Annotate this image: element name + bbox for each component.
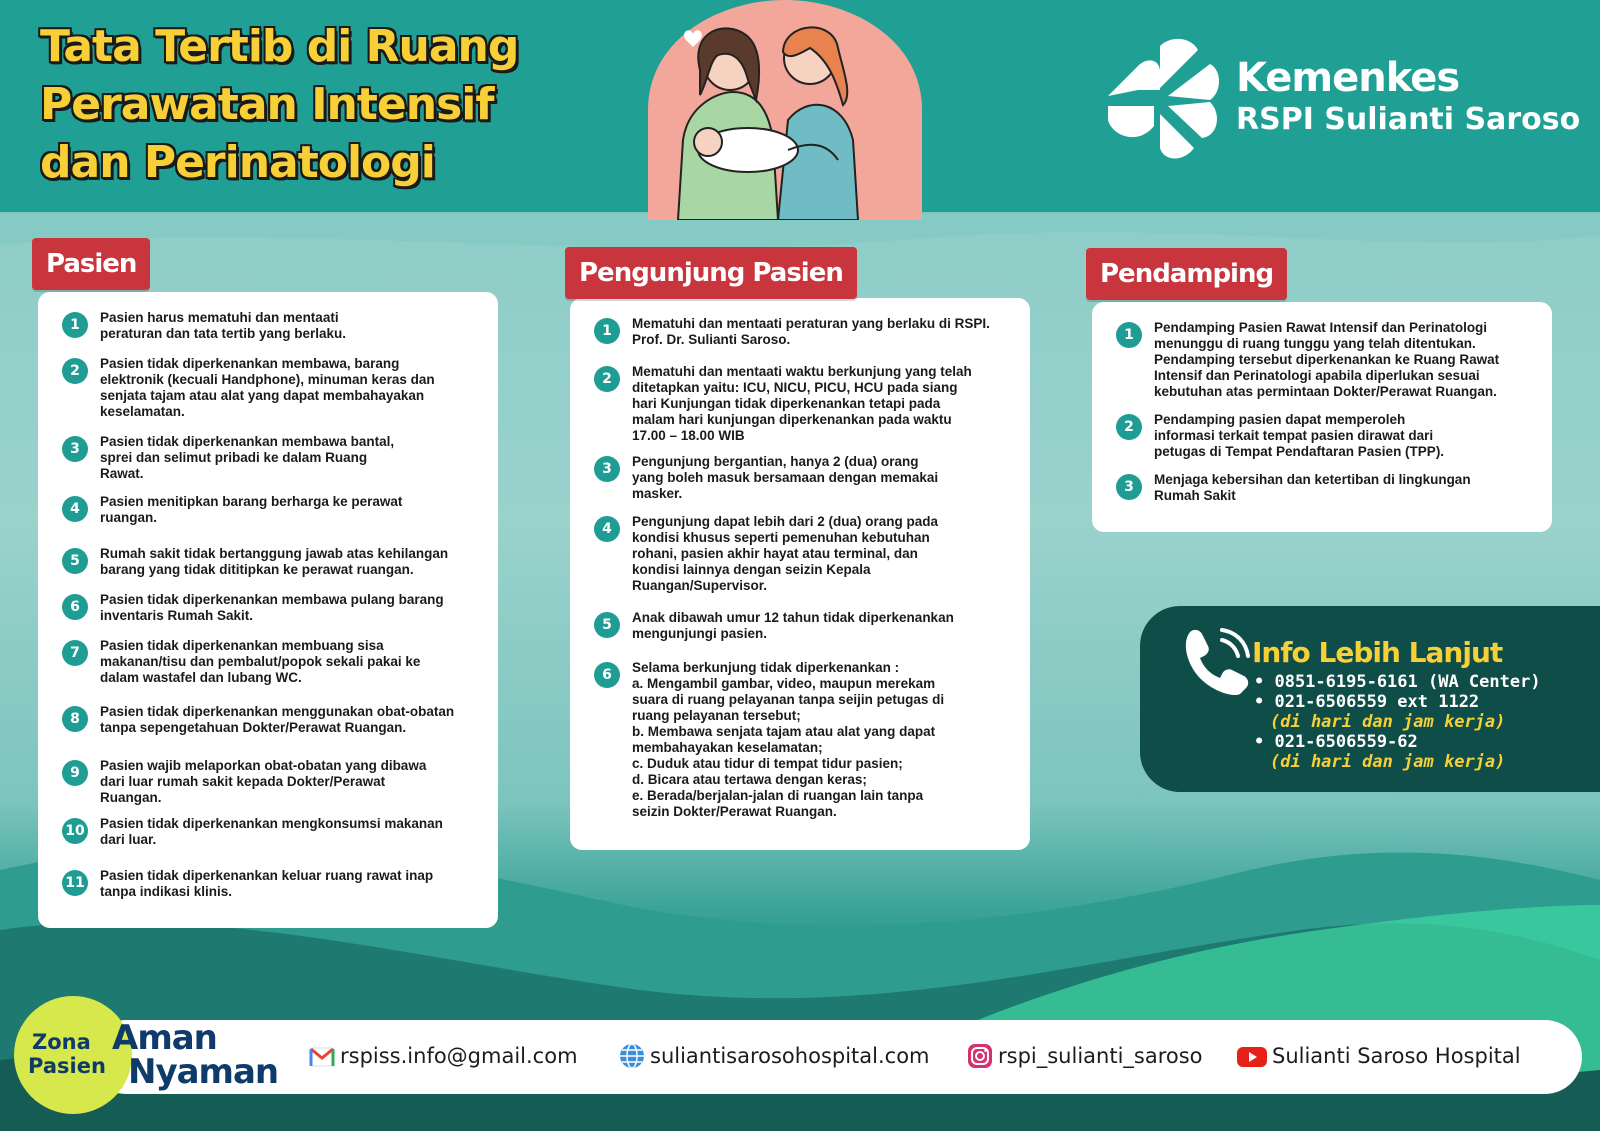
rule-number: 2 xyxy=(62,358,88,384)
main-title xyxy=(40,18,518,192)
rule-item xyxy=(62,816,492,848)
rule-number: 2 xyxy=(1116,414,1142,440)
info-title: Info Lebih Lanjut xyxy=(1252,636,1503,669)
card-pasien xyxy=(38,292,498,928)
rule-text: Pasien wajib melaporkan obat-obatan yang dibawa dari luar rumah sakit kepada Dokter/Perawat Ruangan. xyxy=(100,758,427,805)
rule-number: 6 xyxy=(594,662,620,688)
rule-number: 1 xyxy=(1116,322,1142,348)
rule-item xyxy=(594,364,1004,444)
youtube-icon xyxy=(1236,1042,1268,1070)
rule-number: 4 xyxy=(594,516,620,542)
rule-item xyxy=(62,494,492,526)
rule-item xyxy=(594,316,1024,348)
rule-text: Pasien tidak diperkenankan membawa, barang elektronik (kecuali Handphone), minuman keras dan senjata tajam atau alat yang dapat membahayakan keselamatan. xyxy=(100,356,435,419)
info-note: (di hari dan jam kerja) xyxy=(1270,712,1506,732)
instagram-icon xyxy=(966,1042,994,1070)
website-text: suliantisarosohospital.com xyxy=(650,1044,930,1068)
rule-item xyxy=(62,546,492,578)
contact-instagram[interactable] xyxy=(966,1038,1203,1074)
zona-word: Zona xyxy=(32,1030,91,1054)
contact-email[interactable] xyxy=(308,1038,578,1074)
rule-text: Rumah sakit tidak bertanggung jawab atas kehilangan barang yang tidak dititipkan ke perawat ruangan. xyxy=(100,546,449,577)
info-phone-wa: • 0851-6195-6161 (WA Center) xyxy=(1254,672,1541,692)
rule-text: Mematuhi dan mentaati waktu berkunjung yang telah ditetapkan yaitu: ICU, NICU, PICU, HCU pada siang hari Kunjungan tidak diperkenankan tetapi pada malam hari kunjungan diperkenankan pada waktu 17.00 – 18.00 WIB xyxy=(632,364,972,443)
kemenkes-logo-icon xyxy=(1098,36,1222,166)
rule-item xyxy=(62,434,492,482)
rule-item xyxy=(62,704,492,736)
rule-text: Mematuhi dan mentaati peraturan yang berlaku di RSPI. Prof. Dr. Sulianti Saroso. xyxy=(632,316,990,347)
rule-text: Menjaga kebersihan dan ketertiban di lingkungan Rumah Sakit xyxy=(1154,472,1471,503)
rule-item xyxy=(594,454,1024,502)
rule-text: Pendamping pasien dapat memperoleh informasi terkait tempat pasien dirawat dari petugas di Tempat Pendaftaran Pasien (TPP). xyxy=(1154,412,1445,459)
rule-item xyxy=(1116,320,1546,400)
instagram-text: rspi_sulianti_saroso xyxy=(998,1044,1203,1068)
rule-number: 4 xyxy=(62,496,88,522)
rule-number: 1 xyxy=(594,318,620,344)
rule-text: Pasien tidak diperkenankan keluar ruang rawat inap tanpa indikasi klinis. xyxy=(100,868,434,899)
title-line-1: Tata Tertib di Ruang xyxy=(40,21,519,72)
rule-number: 6 xyxy=(62,594,88,620)
rule-text: Pasien harus mematuhi dan mentaati peraturan dan tata tertib yang berlaku. xyxy=(100,310,347,341)
rule-item xyxy=(62,592,492,624)
email-text: rspiss.info@gmail.com xyxy=(340,1044,578,1068)
rule-text: Pasien tidak diperkenankan membawa pulang barang inventaris Rumah Sakit. xyxy=(100,592,444,623)
info-phone-ext: • 021-6506559 ext 1122 xyxy=(1254,692,1480,712)
pasien-word: Pasien xyxy=(28,1054,106,1078)
rule-text: Pasien menitipkan barang berharga ke perawat ruangan. xyxy=(100,494,403,525)
kemenkes-brand xyxy=(1098,36,1581,166)
section-title-pengunjung: Pengunjung Pasien xyxy=(565,247,857,299)
rule-number: 3 xyxy=(1116,474,1142,500)
rule-item xyxy=(594,514,1024,594)
card-pendamping xyxy=(1092,302,1552,532)
rule-number: 7 xyxy=(62,640,88,666)
card-pengunjung xyxy=(570,298,1030,850)
brand-subtitle: RSPI Sulianti Saroso xyxy=(1236,102,1581,137)
youtube-text: Sulianti Saroso Hospital xyxy=(1272,1044,1521,1068)
rule-text: Anak dibawah umur 12 tahun tidak diperkenankan mengunjungi pasien. xyxy=(632,610,954,641)
nyaman-word: Nyaman xyxy=(128,1052,279,1092)
title-line-3: dan Perinatologi xyxy=(40,137,435,188)
rule-text: Pasien tidak diperkenankan membuang sisa makanan/tisu dan pembalut/popok sekali pakai ke dalam wastafel dan lubang WC. xyxy=(100,638,421,685)
rule-item xyxy=(62,638,492,686)
contact-youtube[interactable] xyxy=(1236,1038,1521,1074)
rule-text: Pengunjung bergantian, hanya 2 (dua) orang yang boleh masuk bersamaan dengan memakai masker. xyxy=(632,454,939,501)
rule-number: 1 xyxy=(62,312,88,338)
mother-nurse-illustration xyxy=(638,0,932,220)
rule-number: 5 xyxy=(594,612,620,638)
phone-icon xyxy=(1180,624,1252,696)
info-note: (di hari dan jam kerja) xyxy=(1270,752,1506,772)
title-line-2: Perawatan Intensif xyxy=(40,79,494,130)
rule-text: Pengunjung dapat lebih dari 2 (dua) orang pada kondisi khusus seperti pemenuhan kebutuhan rohani, pasien akhir hayat atau terminal, dan kondisi lainnya dengan seizin Kepala Ruangan/Supervisor. xyxy=(632,514,939,593)
rule-text: Pendamping Pasien Rawat Intensif dan Perinatologi menunggu di ruang tunggu yang telah ditentukan. Pendamping tersebut diperkenankan ke Ruang Rawat Intensif dan Perinatologi apabila diperlukan sesuai kebutuhan atas permintaan Dokter/Perawat Ruangan. xyxy=(1154,320,1500,399)
rule-item xyxy=(62,758,492,806)
brand-name: Kemenkes xyxy=(1236,55,1460,101)
rule-text: Pasien tidak diperkenankan membawa bantal, sprei dan selimut pribadi ke dalam Ruang Rawat. xyxy=(100,434,395,481)
rule-text: Pasien tidak diperkenankan mengkonsumsi makanan dari luar. xyxy=(100,816,443,847)
info-phone-office: • 021-6506559-62 xyxy=(1254,732,1418,752)
gmail-icon xyxy=(308,1042,336,1070)
section-title-pendamping: Pendamping xyxy=(1086,248,1287,300)
rule-number: 3 xyxy=(594,456,620,482)
rule-number: 10 xyxy=(62,818,88,844)
rule-item xyxy=(62,356,492,420)
rule-item xyxy=(62,868,492,900)
rule-number: 3 xyxy=(62,436,88,462)
rule-text: Pasien tidak diperkenankan menggunakan obat-obatan tanpa sepengetahuan Dokter/Perawat Ruangan. xyxy=(100,704,455,735)
globe-icon xyxy=(618,1042,646,1070)
rule-number: 5 xyxy=(62,548,88,574)
section-title-pasien: Pasien xyxy=(32,238,150,290)
contact-website[interactable] xyxy=(618,1038,930,1074)
rule-number: 9 xyxy=(62,760,88,786)
rule-item xyxy=(594,660,1024,820)
aman-word: Aman xyxy=(112,1018,217,1058)
rule-number: 2 xyxy=(594,366,620,392)
rule-text: Selama berkunjung tidak diperkenankan : a. Mengambil gambar, video, maupun merekam suara di ruang pelayanan tanpa seijin petugas di ruang pelayanan tersebut; b. Membawa senjata tajam atau alat yang dapat membahayakan keselamatan; c. Duduk atau tidur di tempat tidur pasien; d. Bicara atau tertawa dengan keras; e. Berada/berjalan-jalan di ruangan lain tanpa seizin Dokter/Perawat Ruangan. xyxy=(632,660,945,819)
rule-number: 11 xyxy=(62,870,88,896)
rule-item xyxy=(1116,412,1492,460)
rule-number: 8 xyxy=(62,706,88,732)
rule-item xyxy=(594,610,1024,642)
rule-item xyxy=(1116,472,1546,504)
rule-item xyxy=(62,310,492,342)
info-panel xyxy=(1140,606,1600,792)
